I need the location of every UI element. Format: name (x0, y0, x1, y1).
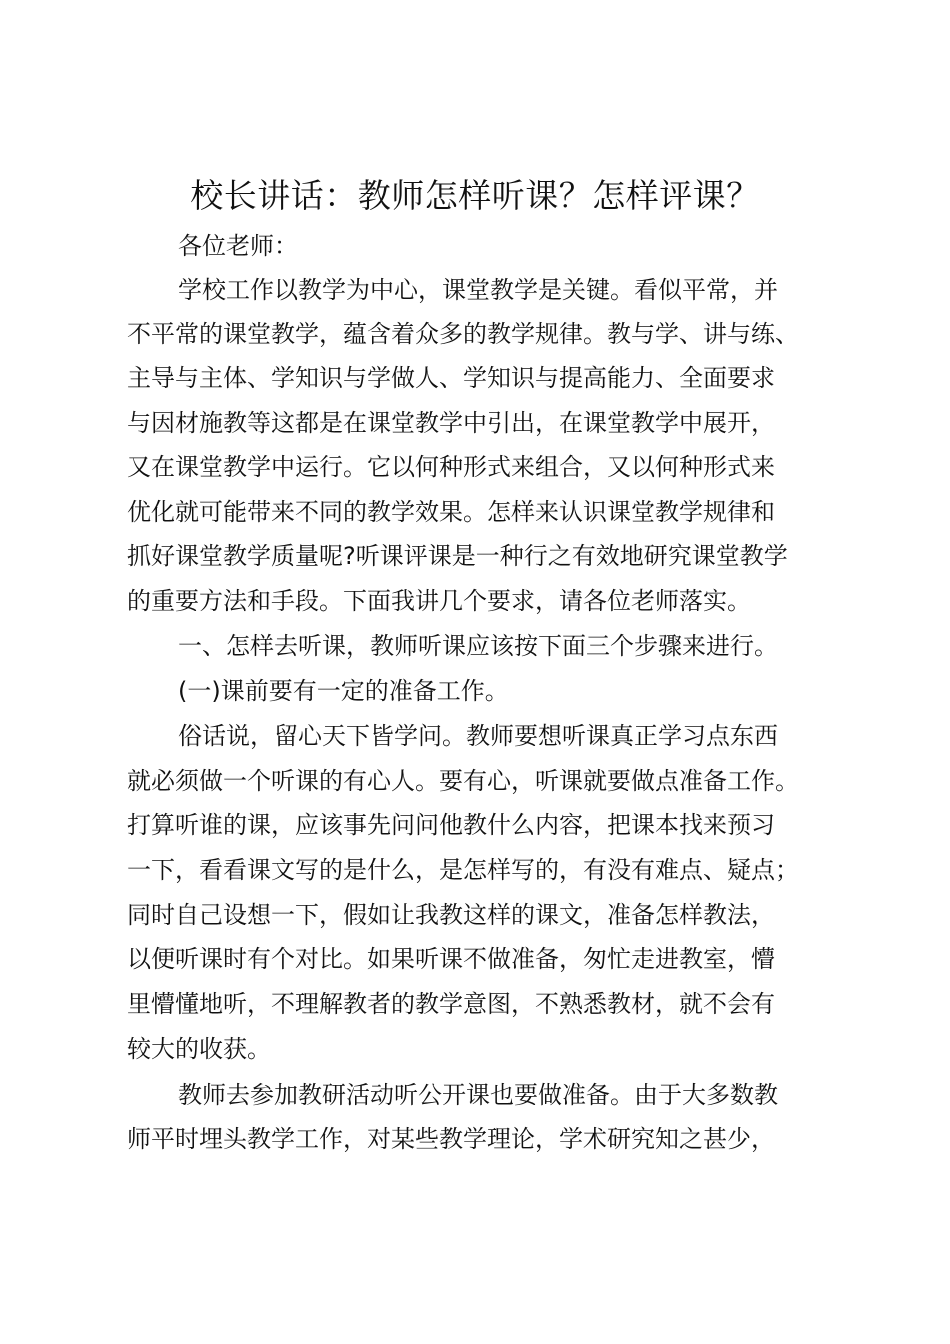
paragraph-line: 与因材施教等这都是在课堂教学中引出，在课堂教学中展开， (127, 409, 775, 437)
paragraph-line: 一下，看看课文写的是什么，是怎样写的，有没有难点、疑点； (127, 856, 799, 884)
paragraph-line: 教师去参加教研活动听公开课也要做准备。由于大多数教 (178, 1081, 778, 1109)
paragraph-line: 不平常的课堂教学，蕴含着众多的教学规律。教与学、讲与练、 (127, 320, 799, 348)
paragraph-line: 俗话说，留心天下皆学问。教师要想听课真正学习点东西 (178, 722, 778, 750)
paragraph-line: 里懵懂地听，不理解教者的教学意图，不熟悉教材，就不会有 (127, 990, 775, 1018)
paragraph-line: 优化就可能带来不同的教学效果。怎样来认识课堂教学规律和 (127, 498, 775, 526)
paragraph-line: 就必须做一个听课的有心人。要有心，听课就要做点准备工作。 (127, 767, 799, 795)
page-title: 校长讲话：教师怎样听课？怎样评课？ (190, 176, 760, 215)
paragraph-line: 主导与主体、学知识与学做人、学知识与提高能力、全面要求 (127, 364, 775, 392)
paragraph-line: 同时自己设想一下，假如让我教这样的课文，准备怎样教法， (127, 901, 775, 929)
paragraph-line: 打算听谁的课，应该事先问问他教什么内容，把课本找来预习 (127, 811, 775, 839)
paragraph-line: 以便听课时有个对比。如果听课不做准备，匆忙走进教室，懵 (127, 945, 775, 973)
paragraph-line: 学校工作以教学为中心，课堂教学是关键。看似平常，并 (178, 276, 778, 304)
paragraph-line: 抓好课堂教学质量呢?听课评课是一种行之有效地研究课堂教学 (127, 542, 788, 570)
subsection-heading: (一)课前要有一定的准备工作。 (178, 677, 509, 705)
paragraph-line: 师平时埋头教学工作，对某些教学理论，学术研究知之甚少， (127, 1125, 775, 1153)
paragraph-line: 又在课堂教学中运行。它以何种形式来组合，又以何种形式来 (127, 453, 775, 481)
section-heading: 一、怎样去听课，教师听课应该按下面三个步骤来进行。 (178, 632, 778, 660)
paragraph-line: 的重要方法和手段。下面我讲几个要求，请各位老师落实。 (127, 587, 751, 615)
paragraph-line: 较大的收获。 (127, 1035, 271, 1063)
greeting: 各位老师： (178, 232, 298, 260)
